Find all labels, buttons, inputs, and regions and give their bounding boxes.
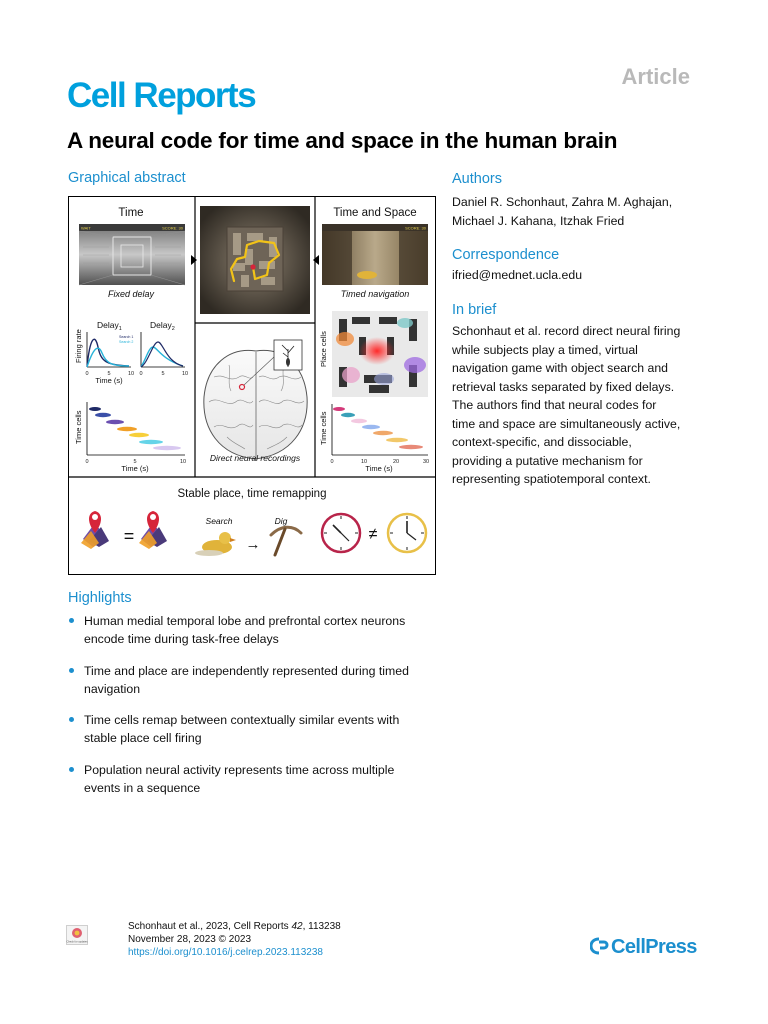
- fixed-delay-caption: Fixed delay: [107, 289, 155, 299]
- highlights-heading: Highlights: [68, 590, 132, 606]
- highlight-line: Time cells remap between contextually similar events with: [84, 713, 400, 727]
- arrow-text: →: [245, 536, 261, 553]
- dig-label: Dig: [274, 516, 288, 526]
- delay2-plot: [139, 332, 188, 377]
- article-type-label: Article: [621, 64, 690, 89]
- screen-wait-text: WAIT: [81, 225, 91, 231]
- time-cells-axis-label-left: Time cells: [74, 410, 83, 444]
- clock-icon: [388, 514, 426, 552]
- place-cells-map: [332, 311, 428, 397]
- delay2-tick: 0: [139, 371, 143, 377]
- direct-recordings-caption: Direct neural recordings: [209, 453, 301, 463]
- citation-block: [128, 920, 341, 959]
- citation-line: Schonhaut et al., 2023, Cell Reports 42, 113238: [128, 921, 341, 932]
- pickaxe-icon: [271, 527, 301, 555]
- delay1-tick: 0: [85, 371, 89, 377]
- screen-score-right-text: SCORE: 30: [405, 225, 426, 231]
- duck-icon: [195, 532, 236, 556]
- search-label: Search: [205, 516, 233, 526]
- time-cells-plot-left: [85, 402, 186, 473]
- graphical-abstract-figure: [68, 196, 436, 575]
- bullet-icon: [69, 717, 74, 722]
- delay2-tick: 10: [181, 371, 189, 377]
- time-cells-right-tick: 20: [392, 459, 400, 465]
- brain-illustration: [204, 340, 307, 459]
- correspondence-heading: Correspondence: [452, 247, 560, 263]
- badge-text: Check for updates: [66, 940, 88, 944]
- legend-search1: Search 1: [119, 335, 134, 339]
- citation-date: November 28, 2023 © 2023: [128, 934, 252, 945]
- journal-title: Cell Reports: [67, 76, 256, 115]
- time-cells-left-xlabel: Time (s): [121, 464, 149, 473]
- maze-overhead-view: [200, 206, 310, 314]
- bullet-icon: [69, 618, 74, 623]
- map-pin-icon: [81, 511, 109, 549]
- clock-icon: [322, 514, 360, 552]
- time-cells-right-xlabel: Time (s): [365, 464, 393, 473]
- highlight-line: encode time during task-free delays: [84, 632, 279, 646]
- delay1-plot: [85, 332, 134, 385]
- article-title: A neural code for time and space in the human brain: [67, 128, 618, 153]
- highlight-item: [68, 761, 448, 797]
- delay1-tick: 10: [127, 371, 135, 377]
- arrow-right-icon: [313, 255, 319, 265]
- arrow-left-icon: [191, 255, 197, 265]
- fixed-delay-screen: [79, 224, 185, 285]
- in-brief-line: retrieval tasks separated by fixed delays.: [452, 379, 675, 394]
- authors-list: [452, 193, 672, 230]
- in-brief-line: Schonhaut et al. record direct neural firing: [452, 324, 681, 338]
- highlights-list: [68, 612, 448, 810]
- delay1-tick: 5: [107, 371, 111, 377]
- time-cells-right-tick: 10: [360, 459, 368, 465]
- cellpress-text: CellPress: [611, 936, 697, 958]
- time-cells-left-tick: 10: [179, 459, 187, 465]
- check-for-updates-badge[interactable]: [66, 925, 88, 945]
- highlight-line: Time and place are independently represented during timed: [84, 663, 409, 678]
- highlight-item: [68, 612, 448, 648]
- cellpress-logo-icon: [590, 937, 610, 955]
- time-cells-axis-label-right: Time cells: [319, 411, 328, 445]
- delay1-label: Delay$_1$: [97, 320, 122, 332]
- stable-place-caption: Stable place, time remapping: [177, 488, 327, 500]
- correspondence-email[interactable]: ifried@mednet.ucla.edu: [452, 268, 583, 282]
- doi-link[interactable]: https://doi.org/10.1016/j.celrep.2023.113238: [128, 947, 323, 958]
- time-cells-right-tick: 30: [422, 459, 430, 465]
- in-brief-line: context-specific, and dissociable,: [452, 435, 632, 449]
- bullet-icon: [69, 767, 74, 772]
- in-brief-line: navigation game with object search and: [452, 361, 669, 375]
- legend-search2: Search 2: [119, 340, 134, 344]
- in-brief-heading: In brief: [452, 302, 497, 318]
- screen-score-text: SCORE: 30: [162, 225, 183, 231]
- delay1-xaxis-label: Time (s): [95, 376, 123, 385]
- place-cells-axis-label: Place cells: [319, 331, 328, 367]
- timed-navigation-screen: [322, 224, 428, 285]
- bullet-icon: [69, 668, 74, 673]
- highlight-line: Human medial temporal lobe and prefrontal cortex neurons: [84, 614, 406, 628]
- highlight-item: [68, 662, 448, 698]
- authors-line: Daniel R. Schonhaut, Zahra M. Aghajan,: [452, 195, 673, 209]
- delay2-tick: 5: [161, 371, 165, 377]
- authors-line: Michael J. Kahana, Itzhak Fried: [452, 213, 625, 228]
- time-cells-left-tick: 5: [133, 459, 137, 465]
- authors-heading: Authors: [452, 171, 502, 187]
- in-brief-line: while subjects play a timed, virtual: [452, 342, 638, 357]
- in-brief-line: providing a putative mechanism for: [452, 453, 643, 468]
- map-pin-icon: [139, 511, 167, 549]
- cellpress-logo[interactable]: [590, 936, 697, 959]
- graphical-abstract-heading: Graphical abstract: [68, 170, 186, 186]
- time-cells-plot-right: [330, 404, 429, 473]
- highlight-line: stable place cell firing: [84, 731, 202, 745]
- highlight-line: Population neural activity represents time across multiple: [84, 762, 395, 777]
- in-brief-line: representing spatiotemporal context.: [452, 472, 651, 486]
- citation-volume: 42: [291, 921, 303, 932]
- time-cells-right-tick: 0: [330, 459, 334, 465]
- delay2-label: Delay$_2$: [150, 320, 175, 332]
- in-brief-line: time and space are simultaneously active,: [452, 416, 681, 431]
- time-space-panel-label: Time and Space: [333, 207, 417, 219]
- time-panel-label: Time: [118, 207, 144, 219]
- firing-rate-axis-label: Firing rate: [74, 329, 83, 363]
- time-cells-left-tick: 0: [85, 459, 89, 465]
- highlight-line: navigation: [84, 681, 141, 696]
- highlight-item: [68, 711, 448, 747]
- not-equal-sign: ≠: [368, 526, 378, 543]
- equals-sign: =: [123, 526, 135, 546]
- in-brief-text: [452, 322, 712, 489]
- in-brief-line: The authors find that neural codes for: [452, 398, 657, 412]
- timed-navigation-caption: Timed navigation: [340, 289, 410, 299]
- highlight-line: events in a sequence: [84, 780, 201, 795]
